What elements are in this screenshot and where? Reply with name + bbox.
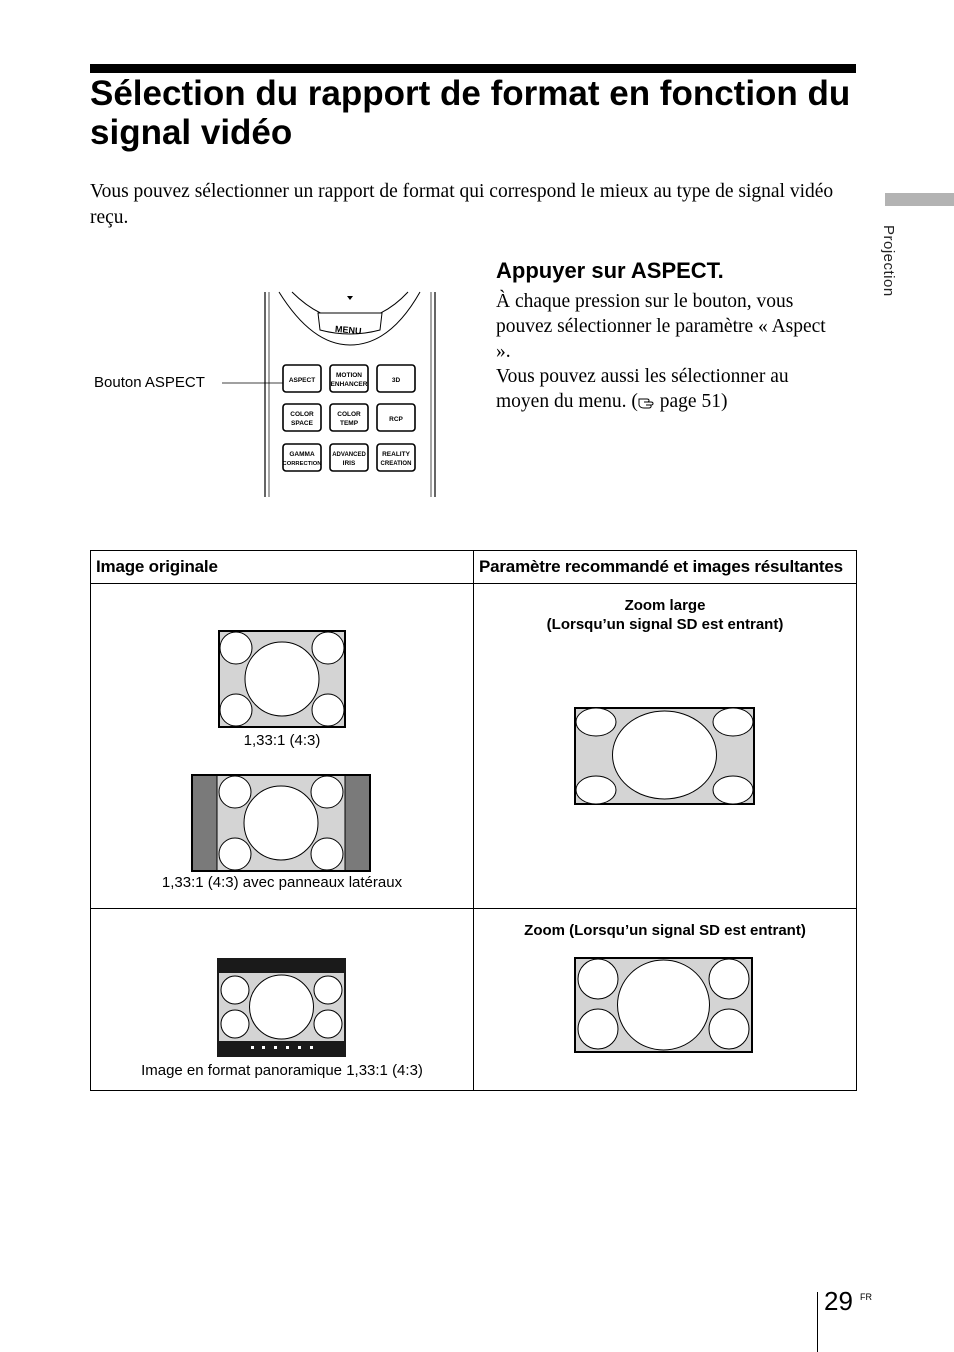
section-tab-label: Projection	[880, 225, 897, 297]
remote-control-illustration	[222, 290, 442, 500]
step-body	[496, 289, 841, 414]
title-rule	[90, 64, 856, 73]
menu-label: MENU	[334, 323, 362, 337]
figure-wide-zoom	[574, 707, 755, 805]
aspect-button-callout: Bouton ASPECT	[94, 374, 205, 391]
svg-text:CORRECTION: CORRECTION	[282, 461, 322, 467]
svg-text:ADVANCED: ADVANCED	[332, 452, 366, 458]
intro-paragraph: Vous pouvez sélectionner un rapport de format qui correspond le mieux au type de signal vidéo reçu.	[90, 181, 834, 228]
result-title-wide-zoom: Zoom large (Lorsqu’un signal SD est entrant)	[546, 597, 784, 634]
rcp-button[interactable]	[377, 404, 415, 431]
3d-button[interactable]	[377, 365, 415, 392]
section-tab	[885, 193, 954, 206]
svg-text:GAMMA: GAMMA	[289, 451, 315, 458]
svg-text:IRIS: IRIS	[342, 460, 356, 467]
gamma-correction-button[interactable]	[283, 444, 322, 471]
svg-text:3D: 3D	[391, 377, 401, 384]
step-text-1: À chaque pression sur le bouton, vous pouvez sélectionner le paramètre « Aspect ».	[496, 291, 826, 362]
page-title: Sélection du rapport de format en fonction du signal vidéo	[90, 74, 851, 152]
svg-text:ENHANCER: ENHANCER	[330, 381, 368, 388]
step-text-2: Vous pouvez aussi les sélectionner au moyen du menu. ( page 51)	[496, 366, 789, 412]
caption-letterbox: Image en format panoramique 1,33:1 (4:3)	[141, 1062, 423, 1080]
reality-creation-button[interactable]	[377, 444, 415, 471]
caption-side-panels: 1,33:1 (4:3) avec panneaux latéraux	[161, 874, 403, 892]
svg-text:REALITY: REALITY	[382, 451, 410, 458]
svg-text:CREATION: CREATION	[380, 461, 412, 467]
original-cell-row2	[91, 909, 474, 1091]
original-cell-row1	[91, 584, 474, 909]
page-number-rule	[817, 1292, 818, 1352]
column-header-result: Paramètre recommandé et images résultantes	[474, 551, 857, 584]
figure-4-3-side-panels	[191, 774, 371, 872]
figure-zoom	[574, 957, 753, 1053]
color-space-button[interactable]	[283, 404, 321, 431]
advanced-iris-button[interactable]	[330, 444, 368, 471]
svg-text:TEMP: TEMP	[339, 420, 359, 427]
result-cell-row2	[474, 909, 857, 1091]
step-heading: Appuyer sur ASPECT.	[496, 258, 724, 283]
page-language-code: FR	[860, 1292, 872, 1302]
aspect-table	[90, 550, 857, 1091]
svg-text:MOTION: MOTION	[336, 372, 362, 379]
result-cell-row1	[474, 584, 857, 909]
svg-text:SPACE: SPACE	[291, 420, 313, 427]
page-number: 29	[824, 1286, 853, 1316]
pointing-hand-icon	[638, 394, 655, 409]
figure-letterbox	[217, 958, 346, 1057]
svg-text:COLOR: COLOR	[290, 411, 314, 418]
result-title-zoom: Zoom (Lorsqu’un signal SD est entrant)	[524, 922, 806, 940]
svg-text:ASPECT: ASPECT	[288, 377, 316, 384]
caption-4-3: 1,33:1 (4:3)	[243, 732, 321, 750]
motion-enhancer-button[interactable]	[330, 365, 368, 392]
svg-text:COLOR: COLOR	[337, 411, 361, 418]
figure-4-3	[218, 630, 346, 728]
aspect-button[interactable]	[283, 365, 321, 392]
color-temp-button[interactable]	[330, 404, 368, 431]
svg-text:RCP: RCP	[389, 416, 403, 423]
column-header-original: Image originale	[91, 551, 474, 584]
